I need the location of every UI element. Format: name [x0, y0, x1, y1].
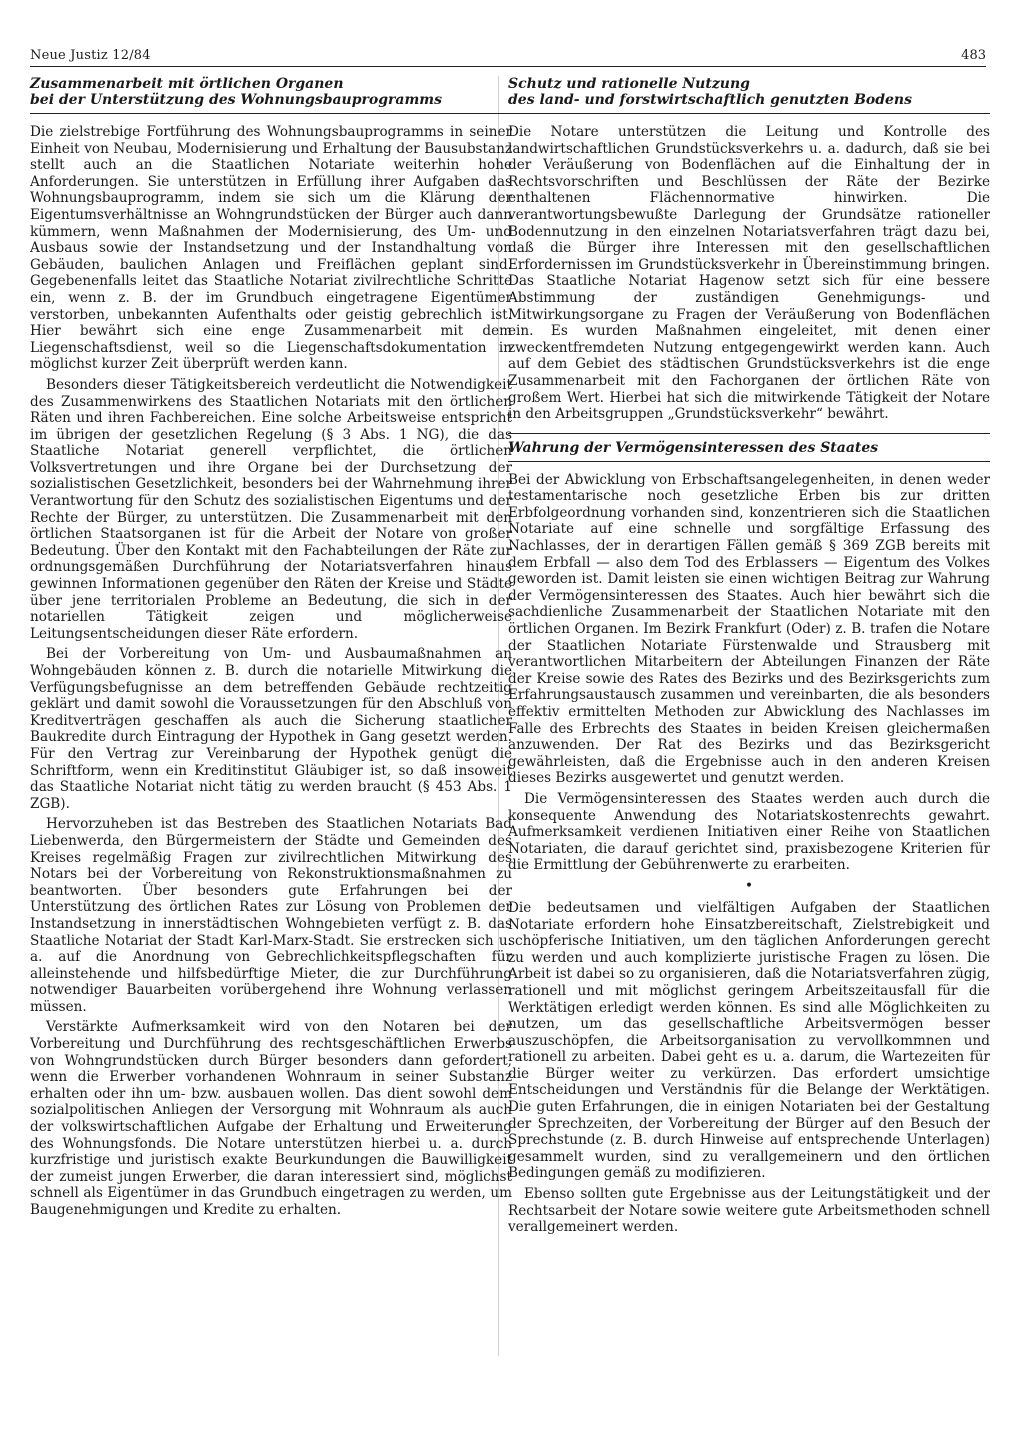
paragraph: Besonders dieser Tätigkeitsbereich verdeutlicht die Notwendigkeit des Zusammenwirkens des Staatlichen Notariats mit den örtlichen Räten und ihren Fachbereichen. Eine solche Arbeitsweise entspricht im übrigen der gesetzlichen Regelung (§ 3 Abs. 1 NG), die das Staatliche Notariat generell verpflichtet, die örtlichen Volksvertretungen und ihre Organe bei der Durchsetzung der sozialistischen Gesetzlichkeit, besonders bei der Wahrnehmung ihrer Verantwortung für den Schutz des sozialistischen Eigentums und der Rechte der Bürger, zu unterstützen. Die Zusammenarbeit mit den örtlichen Staatsorganen ist für die Arbeit der Notare von großer Bedeutung. Über den Kontakt mit den Fachabteilungen der Räte zur ordnungsgemäßen Durchführung der Notariatsverfahren hinaus gewinnen Informationen gegenüber den Räten der Kreise und Städte über jene territorialen Probleme an Bedeutung, die sich in der notariellen Tätigkeit zeigen und möglicherweise Leitungsentscheidungen dieser Räte erfordern.	[30, 376, 512, 642]
paragraph: Die Notare unterstützen die Leitung und Kontrolle des landwirtschaftlichen Grundstücksverkehrs u. a. dadurch, daß sie bei der Veräußerung von Bodenflächen auf die Einhaltung der in Rechtsvorschriften und Beschlüssen der Räte der Bezirke enthaltenen Flächennormative hinwirken. Die verantwortungsbewußte Darlegung der Grundsätze rationeller Bodennutzung in den einzelnen Notariatsverfahren trägt dazu bei, daß die Bürger ihre Interessen mit den gesellschaftlichen Erfordernissen im Grundstücksverkehr in Übereinstimmung bringen. Das Staatliche Notariat Hagenow setzt sich für eine bessere Abstimmung der zuständigen Genehmigungs- und Mitwirkungsorgane zu Fragen der Veräußerung von Bodenflächen ein. Es wurden Maßnahmen eingeleitet, mit denen einer zweckentfremdeten Nutzung entgegengewirkt werden kann. Auch auf dem Gebiet des städtischen Grundstücksverkehrs ist die enge Zusammenarbeit mit den Fachorganen der örtlichen Räte von großem Wert. Hierbei hat sich die mitwirkende Tätigkeit der Notare in den Arbeitsgruppen „Grundstücksverkehr“ bewährt.	[508, 124, 990, 423]
paragraph: Ebenso sollten gute Ergebnisse aus der Leitungstätigkeit und der Rechtsarbeit der Notare sowie weitere gute Arbeitsmethoden schnell verallgemeinert werden.	[508, 1186, 990, 1236]
paragraph: Die zielstrebige Fortführung des Wohnungsbauprogramms in seiner Einheit von Neubau, Modernisierung und Erhaltung der Bausubstanz stellt auch an die Staatlichen Notariate weiterhin hohe Anforderungen. Sie unterstützen in Erfüllung ihrer Aufgaben das Wohnungsbauprogramm, indem sie sich um die Klärung der Eigentumsverhältnisse an Wohngrundstücken der Bürger auch dann kümmern, wenn Maßnahmen der Modernisierung, des Um- und Ausbaus sowie der Instandsetzung und der Instandhaltung von Gebäuden, baulichen Anlagen und Freiflächen geplant sind. Gegebenenfalls leitet das Staatliche Notariat zivilrechtliche Schritte ein, wenn z. B. der im Grundbuch eingetragene Eigentümer verstorben, unbekannten Aufenthalts oder geistig gebrechlich ist. Hier bewährt sich eine enge Zusammenarbeit mit dem Liegenschaftsdienst, weil so die Liegenschaftsdokumentation in möglichst kurzer Zeit überprüft werden kann.	[30, 124, 512, 373]
paragraph: Die Vermögensinteressen des Staates werden auch durch die konsequente Anwendung des Notariatskostenrechts gewahrt. Aufmerksamkeit verdienen Initiativen einer Reihe von Staatlichen Notariaten, die darauf gerichtet sind, praxisbezogene Kriterien für die Ermittlung der Gebührenwerte zu erarbeiten.	[508, 790, 990, 874]
journal-title: Neue Justiz 12/84	[30, 48, 151, 63]
heading-line: bei der Unterstützung des Wohnungsbauprogramms	[30, 92, 442, 108]
section-rule	[508, 433, 990, 434]
paragraph: Die bedeutsamen und vielfältigen Aufgaben der Staatlichen Notariate erfordern hohe Einsatzbereitschaft, Zielstrebigkeit und schöpferische Initiativen, um den täglichen Anforderungen gerecht zu werden und auch komplizierte juristische Fragen zu lösen. Die Arbeit ist dabei so zu organisieren, daß die Notariatsverfahren zügig, rationell und mit möglichst geringem Arbeitszeitausfall für die Werktätigen erledigt werden können. Es sind alle Möglichkeiten zu nutzen, um das gesellschaftliche Arbeitsvermögen besser auszuschöpfen, die Arbeitsorganisation zu vervollkommnen und rationell zu arbeiten. Dabei geht es u. a. darum, die Wartezeiten für die Bürger weiter zu verkürzen. Das erfordert umsichtige Entscheidungen und Verständnis für die Belange der Werktätigen. Die guten Erfahrungen, die in einigen Notariaten bei der Gestaltung der Sprechzeiten, der Vorbereitung der Bürger auf den Besuch der Sprechstunde (z. B. durch Hinweise auf entsprechende Unterlagen) gesammelt wurden, sind zu verallgemeinern und den örtlichen Bedingungen gemäß zu modifizieren.	[508, 899, 990, 1182]
section-heading-state-assets	[508, 440, 990, 462]
page-header	[30, 48, 986, 67]
heading-line: Schutz und rationelle Nutzung	[508, 76, 750, 92]
heading-line: Zusammenarbeit mit örtlichen Organen	[30, 76, 344, 92]
section-heading-land-use	[508, 76, 990, 114]
left-column	[30, 76, 512, 1223]
section-separator-bullet: •	[744, 877, 754, 894]
heading-line: des land- und forstwirtschaftlich genutzten Bodens	[508, 92, 912, 108]
paragraph: Hervorzuheben ist das Bestreben des Staatlichen Notariats Bad Liebenwerda, den Bürgermeistern der Städte und Gemeinden des Kreises regelmäßig Fragen zur zivilrechtlichen Mitwirkung des Notars bei der Vorbereitung von Rekonstruktionsmaßnahmen zu beantworten. Über besonders gute Erfahrungen bei der Unterstützung des örtlichen Rates zur Lösung von Problemen der Instandsetzung in innerstädtischen Wohngebieten verfügt z. B. das Staatliche Notariat der Stadt Karl-Marx-Stadt. Sie erstrecken sich u. a. auf die Anordnung von Gebrechlichkeitspflegschaften für alleinstehende und hilfsbedürftige Mieter, die zur Durchführung notwendiger Bauarbeiten vorübergehend ihre Wohnung verlassen müssen.	[30, 816, 512, 1015]
section-heading-cooperation	[30, 76, 512, 114]
page-number: 483	[961, 48, 986, 63]
heading-line: Wahrung der Vermögensinteressen des Staates	[508, 439, 879, 456]
paragraph: Bei der Vorbereitung von Um- und Ausbaumaßnahmen an Wohngebäuden können z. B. durch die notarielle Mitwirkung die Verfügungsbefugnisse an dem betreffenden Gebäude rechtzeitig geklärt und damit sowohl die Voraussetzungen für den Abschluß von Kreditverträgen geschaffen als auch die Sicherung staatlicher Baukredite durch Eintragung der Hypothek in Gang gesetzt werden. Für den Vertrag zur Vereinbarung der Hypothek genügt die Schriftform, wenn ein Kreditinstitut Gläubiger ist, so daß insoweit das Staatliche Notariat nicht tätig zu werden braucht (§ 453 Abs. 1 ZGB).	[30, 646, 512, 812]
paragraph: Bei der Abwicklung von Erbschaftsangelegenheiten, in denen weder testamentarische noch gesetzliche Erben bis zur dritten Erbfolgeordnung vorhanden sind, konzentrieren sich die Staatlichen Notariate auf eine schnelle und sorgfältige Erfassung des Nachlasses, der in derartigen Fällen gemäß § 369 ZGB bereits mit dem Erbfall — also dem Tod des Erblassers — Eigentum des Volkes geworden ist. Damit leisten sie einen wichtigen Beitrag zur Wahrung der Vermögensinteressen des Staates. Auch hier bewährt sich die sachdienliche Zusammenarbeit der Staatlichen Notariate mit den örtlichen Organen. Im Bezirk Frankfurt (Oder) z. B. trafen die Notare der Staatlichen Notariate Fürstenwalde und Strausberg mit verantwortlichen Mitarbeitern der Abteilungen Finanzen der Räte der Kreise sowie des Rates des Bezirks und des Bezirksgerichts zum Erfahrungsaustausch zusammen und vereinbarten, die als besonders effektiv ermittelten Methoden zur Abwicklung des Nachlasses im Falle des Erbrechts des Staates in beiden Kreisen gleichermaßen anzuwenden. Der Rat des Bezirks und das Bezirksgericht gewährleisten, daß die Ergebnisse auch in den anderen Kreisen dieses Bezirks ausgewertet und genutzt werden.	[508, 471, 990, 787]
paragraph: Verstärkte Aufmerksamkeit wird von den Notaren bei der Vorbereitung und Durchführung des rechtsgeschäftlichen Erwerbs von Wohngrundstücken durch Bürger besonders dann gefordert, wenn die Erwerber vorhandenen Wohnraum in seiner Substanz erhalten oder ihn um- bzw. ausbauen wollen. Das dient sowohl dem sozialpolitischen Anliegen der Versorgung mit Wohnraum als auch der volkswirtschaftlichen Aufgabe der Erhaltung und Erweiterung des Wohnungsfonds. Die Notare unterstützen hierbei u. a. durch kurzfristige und juristisch exakte Beurkundungen die Bauwilligkeit der zumeist jungen Erwerber, die daran interessiert sind, möglichst schnell als Eigentümer in das Grundbuch eingetragen zu werden, um Baugenehmigungen und Kredite zu erhalten.	[30, 1019, 512, 1218]
right-column	[508, 76, 990, 1240]
